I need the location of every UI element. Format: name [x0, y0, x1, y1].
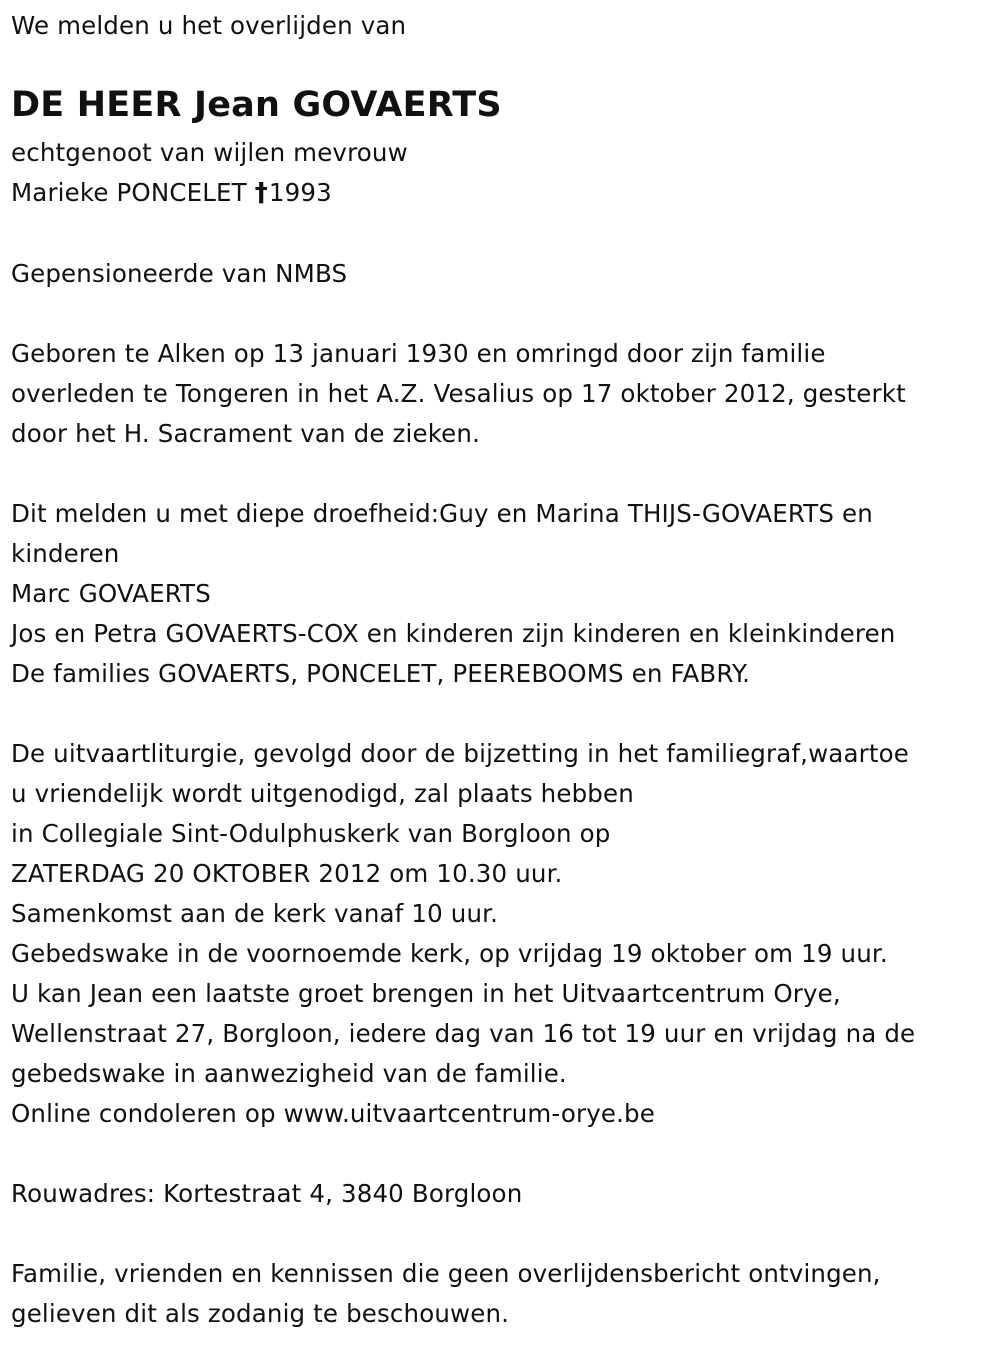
mourners-line: kinderen — [11, 539, 120, 568]
birth-death-line: door het H. Sacrament van de zieken. — [11, 419, 481, 448]
birth-death-line: overleden te Tongeren in het A.Z. Vesalius op 17 oktober 2012, gesterkt — [11, 379, 906, 408]
spouse-name: Marieke PONCELET — [11, 178, 247, 207]
ceremony-line: De uitvaartliturgie, gevolgd door de bijzetting in het familiegraf,waartoe — [11, 739, 909, 768]
cross-icon: † — [254, 178, 268, 208]
address-block — [11, 1174, 522, 1214]
mourners-line: Marc GOVAERTS — [11, 579, 211, 608]
birth-death-block — [11, 334, 906, 454]
ceremony-line: Wellenstraat 27, Borgloon, iedere dag van 16 tot 19 uur en vrijdag na de — [11, 1019, 916, 1048]
ceremony-line: U kan Jean een laatste groet brengen in het Uitvaartcentrum Orye, — [11, 979, 841, 1008]
deceased-name: DE HEER Jean GOVAERTS — [11, 85, 502, 125]
spouse-block — [11, 133, 408, 213]
ceremony-line: ZATERDAG 20 OKTOBER 2012 om 10.30 uur. — [11, 859, 563, 888]
ceremony-line: gebedswake in aanwezigheid van de familie. — [11, 1059, 567, 1088]
birth-death-line: Geboren te Alken op 13 januari 1930 en omringd door zijn familie — [11, 339, 826, 368]
occupation-block — [11, 254, 347, 294]
spouse-name-line — [11, 173, 408, 213]
mourners-line: Jos en Petra GOVAERTS-COX en kinderen zijn kinderen en kleinkinderen — [11, 619, 896, 648]
spouse-death-year: 1993 — [268, 178, 332, 207]
ceremony-line: in Collegiale Sint-Odulphuskerk van Borgloon op — [11, 819, 611, 848]
closing-line: Familie, vrienden en kennissen die geen overlijdensbericht ontvingen, — [11, 1259, 881, 1288]
spouse-line: echtgenoot van wijlen mevrouw — [11, 138, 408, 167]
mourners-line: Dit melden u met diepe droefheid:Guy en Marina THIJS-GOVAERTS en — [11, 499, 873, 528]
ceremony-line: u vriendelijk wordt uitgenodigd, zal plaats hebben — [11, 779, 634, 808]
closing-block — [11, 1254, 881, 1334]
occupation-text: Gepensioneerde van NMBS — [11, 259, 348, 288]
ceremony-line: Gebedswake in de voornoemde kerk, op vrijdag 19 oktober om 19 uur. — [11, 939, 888, 968]
address-text: Rouwadres: Kortestraat 4, 3840 Borgloon — [11, 1179, 523, 1208]
ceremony-block — [11, 734, 915, 1134]
mourners-block — [11, 494, 895, 694]
ceremony-line: Online condoleren op www.uitvaartcentrum-orye.be — [11, 1099, 655, 1128]
ceremony-line: Samenkomst aan de kerk vanaf 10 uur. — [11, 899, 499, 928]
intro-text: We melden u het overlijden van — [11, 11, 407, 40]
closing-line: gelieven dit als zodanig te beschouwen. — [11, 1299, 510, 1328]
mourners-line: De families GOVAERTS, PONCELET, PEEREBOOMS en FABRY. — [11, 659, 751, 688]
